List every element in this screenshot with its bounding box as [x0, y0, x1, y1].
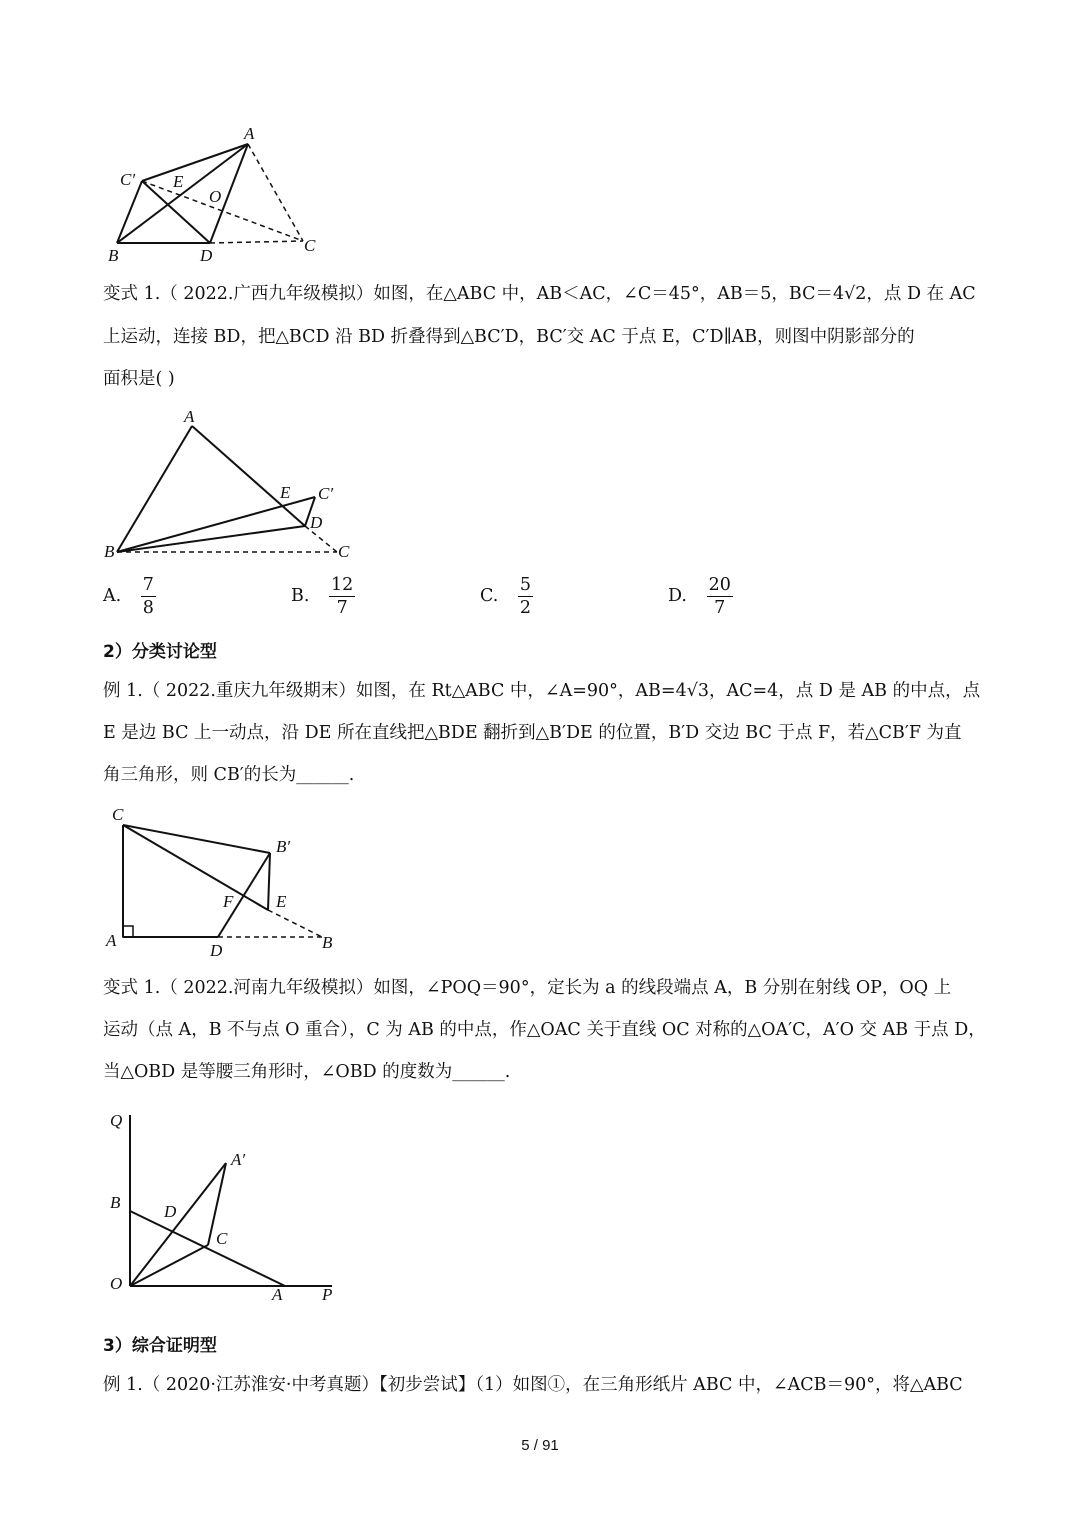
- fig2-label-c-prime: C′: [318, 484, 334, 503]
- figure-4: [100, 1105, 350, 1305]
- fig4-label-a: A: [272, 1285, 283, 1304]
- option-a-numerator: 7: [142, 575, 154, 595]
- problem-1-line-2: 上运动，连接 BD，把△BCD 沿 BD 折叠得到△BC′D，BC′交 AC 于点 E，C′D∥AB，则图中阴影部分的: [103, 327, 915, 347]
- option-c-denominator: 2: [519, 598, 532, 618]
- fig3-label-e: E: [276, 892, 287, 911]
- problem-3-line-2: 运动（点 A，B 不与点 O 重合），C 为 AB 的中点，作△OAC 关于直线 OC 对称的△OA′C，A′O 交 AB 于点 D，: [103, 1020, 986, 1040]
- fig4-label-o: O: [110, 1274, 123, 1293]
- section-3-heading: 3）综合证明型: [103, 1336, 217, 1356]
- fig2-label-d: D: [310, 513, 323, 532]
- problem-2-line-2: E 是边 BC 上一动点，沿 DE 所在直线把△BDE 翻折到△B′DE 的位置，B′D 交边 BC 于点 F，若△CB′F 为直: [103, 723, 962, 743]
- fig3-label-d: D: [210, 941, 223, 960]
- option-a-denominator: 8: [142, 598, 154, 618]
- option-b-fraction: [329, 574, 355, 619]
- option-d: [668, 574, 733, 619]
- fig3-label-f: F: [223, 892, 234, 911]
- option-b-denominator: 7: [336, 598, 348, 618]
- problem-1-line-3: 面积是( ): [103, 369, 175, 389]
- figure-3: [100, 800, 350, 965]
- fig4-label-d: D: [164, 1202, 177, 1221]
- fig4-label-a-prime: A′: [231, 1150, 246, 1169]
- problem-1-line-1: 变式 1.（ 2022.广西九年级模拟）如图，在△ABC 中，AB＜AC，∠C＝45°，AB＝5，BC＝4√2，点 D 在 AC: [103, 284, 976, 304]
- option-d-fraction: [707, 574, 733, 619]
- fig2-label-c: C: [338, 542, 350, 561]
- option-c-fraction: [518, 574, 533, 619]
- option-d-label: D.: [668, 586, 687, 606]
- option-b-label: B.: [291, 586, 310, 606]
- fig4-label-p: P: [322, 1285, 333, 1304]
- fig1-label-o: O: [209, 187, 222, 206]
- fig3-label-b-prime: B′: [276, 837, 291, 856]
- fig2-label-b: B: [104, 542, 115, 561]
- fig1-label-b: B: [108, 246, 119, 265]
- fig1-label-d: D: [200, 246, 213, 265]
- problem-3-line-1: 变式 1.（ 2022.河南九年级模拟）如图，∠POQ＝90°，定长为 a 的线段端点 A，B 分别在射线 OP，OQ 上: [103, 978, 952, 998]
- option-d-denominator: 7: [714, 598, 726, 618]
- fig3-label-a: A: [106, 931, 117, 950]
- section-2-heading: 2）分类讨论型: [103, 642, 217, 662]
- page-number: 5 / 91: [521, 1437, 559, 1454]
- fig4-label-b: B: [110, 1193, 121, 1212]
- fig4-label-q: Q: [110, 1111, 123, 1130]
- problem-3-line-3: 当△OBD 是等腰三角形时，∠OBD 的度数为______.: [103, 1062, 511, 1082]
- fig2-label-a: A: [184, 407, 195, 426]
- option-c-numerator: 5: [519, 575, 532, 595]
- option-a-fraction: [141, 574, 156, 619]
- problem-2-line-3: 角三角形，则 CB′的长为______.: [103, 765, 355, 785]
- problem-2-line-1: 例 1.（ 2022.重庆九年级期末）如图，在 Rt△ABC 中，∠A=90°，AB=4√3，AC=4，点 D 是 AB 的中点，点: [103, 681, 981, 701]
- fig4-label-c: C: [216, 1229, 228, 1248]
- figure-1: [100, 118, 340, 268]
- problem-4-line-1: 例 1.（ 2020·江苏淮安·中考真题）【初步尝试】（1）如图①，在三角形纸片 ABC 中，∠ACB＝90°，将△ABC: [103, 1375, 963, 1395]
- option-a-label: A.: [103, 586, 122, 606]
- fig1-label-a: A: [244, 124, 255, 143]
- figure-2: [100, 402, 370, 567]
- fig1-label-c: C: [304, 236, 316, 255]
- option-d-numerator: 20: [708, 575, 731, 595]
- option-c-label: C.: [480, 586, 499, 606]
- fig3-label-c: C: [112, 805, 124, 824]
- option-c: [480, 574, 533, 619]
- fig2-label-e: E: [280, 483, 291, 502]
- fig1-label-c-prime: C′: [120, 170, 136, 189]
- option-a: [103, 574, 156, 619]
- fig1-label-e: E: [173, 172, 184, 191]
- option-b: [291, 574, 355, 619]
- fig3-label-b: B: [322, 933, 333, 952]
- option-b-numerator: 12: [331, 575, 354, 595]
